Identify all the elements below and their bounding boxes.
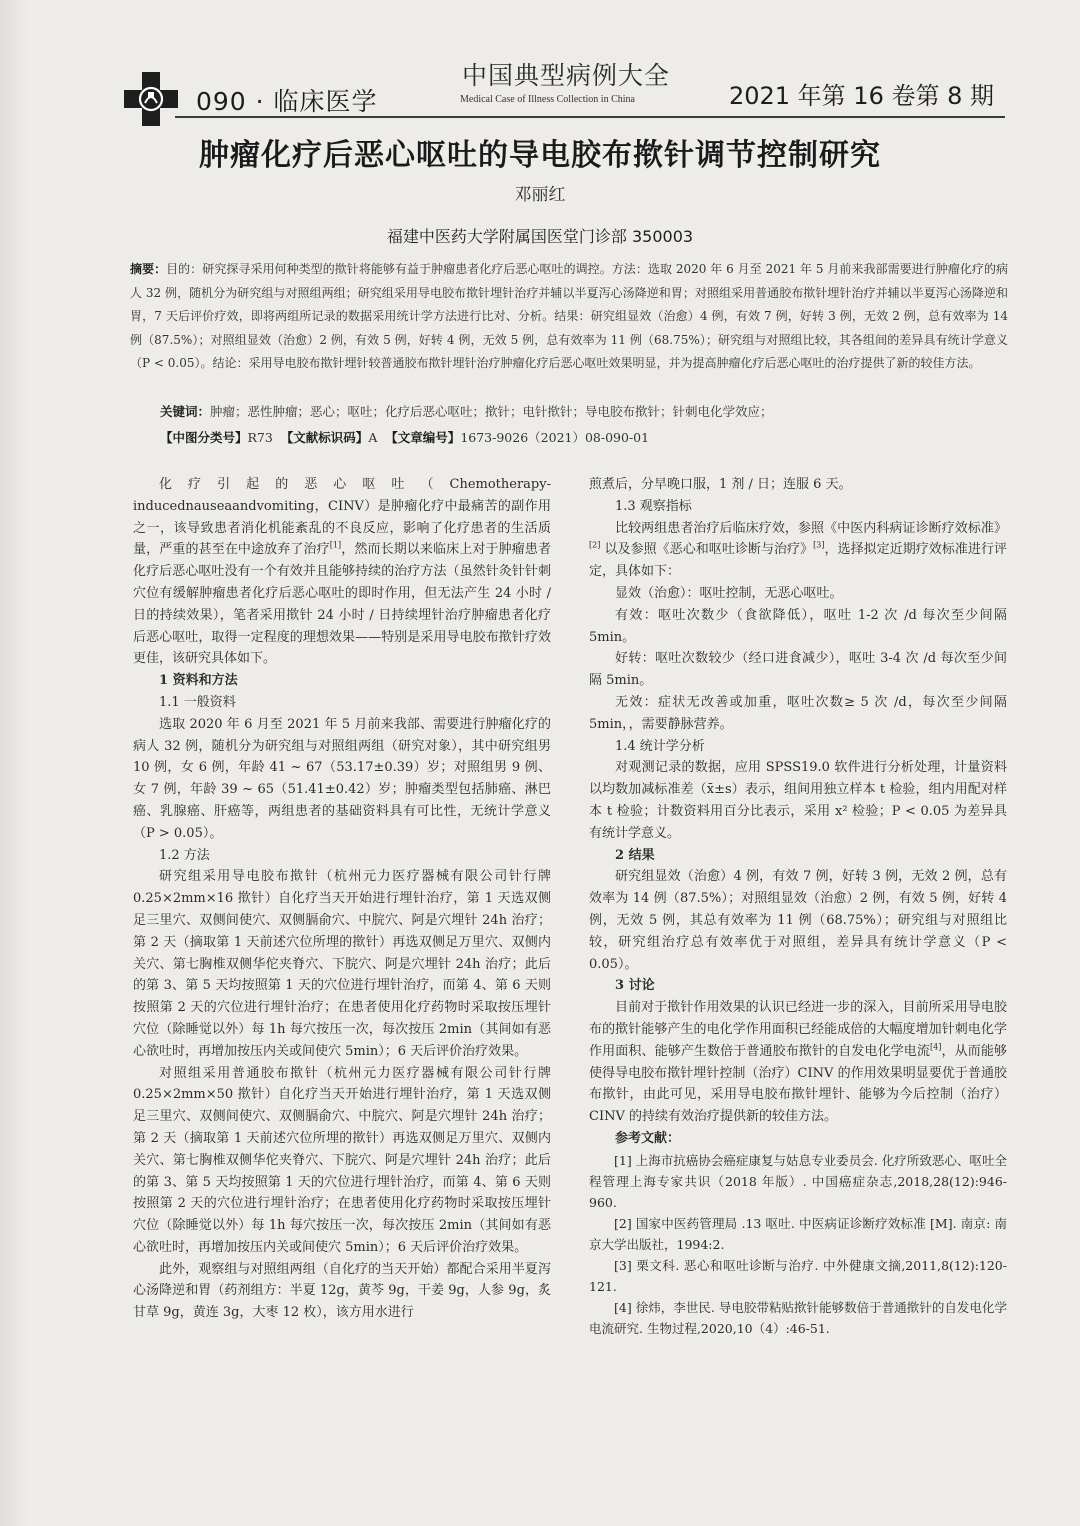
references-title: 参考文献： — [615, 1130, 681, 1146]
body-column-right — [589, 474, 1007, 1339]
journal-title-en: Medical Case of Illness Collection in China — [460, 94, 635, 105]
section-heading: 1.1 一般资料 — [159, 694, 236, 710]
paragraph: 显效（治愈）：呕吐控制，无恶心呕吐。 — [615, 585, 843, 601]
article-title: 肿瘤化疗后恶心呕吐的导电胶布揿针调节控制研究 — [199, 138, 881, 173]
classification-info — [160, 428, 1000, 448]
section-heading: 1 资料和方法 — [159, 673, 238, 689]
paragraph: 对观测记录的数据，应用 SPSS19.0 软件进行分析处理，计量资料以均数加减标准差（x̄±s）表示，组间用独立样本 t 检验，组内用配对样本 t 检验；计数资料用百分比表示，采用 x² 检验；P < 0.05 为差异具有统计学意义。 — [589, 760, 1007, 841]
article-author: 邓丽红 — [514, 185, 566, 205]
paragraph: 无效：症状无改善或加重，呕吐次数≥ 5 次 /d，每次至少间隔 5min，，需要静脉营养。 — [589, 694, 1007, 732]
doc-code-label: 【文献标识码】 — [280, 430, 369, 445]
paragraph: 选取 2020 年 6 月至 2021 年 5 月前来我部、需要进行肿瘤化疗的病人 32 例，随机分为研究组与对照组两组（研究对象），其中研究组男 10 例，女 6 例，年龄 41 ~ 67（53.17±0.39）岁；对照组男 9 例、女 7 例，年龄 39 ~ 65（51.41±0.42）岁；肿瘤类型包括肺癌、淋巴癌、乳腺癌、肝癌等，两组患者的基础资料具有可比性，无统计学意义（P > 0.05）。 — [133, 716, 551, 841]
right-column-body — [589, 474, 1007, 1128]
author-affiliation: 福建中医药大学附属国医堂门诊部 350003 — [386, 227, 694, 246]
citation-marker: [1] — [329, 541, 342, 551]
reference-item: [1] 上海市抗癌协会癌症康复与姑息专业委员会. 化疗所致恶心、呕吐全程管理上海专家共识（2018 年版）. 中国癌症杂志,2018,28(12):946-960. — [589, 1152, 1007, 1210]
abstract-text: 目的：研究探寻采用何种类型的揿针将能够有益于肿瘤患者化疗后恶心呕吐的调控。方法：选取 2020 年 6 月至 2021 年 5 月前来我部需要进行肿瘤化疗的病人 32 例，随机分为研究组与对照组两组；研究组采用导电胶布揿针埋针治疗并辅以半夏泻心汤降逆和胃；对照组采用普通胶布揿针埋针治疗并辅以半夏泻心汤降逆和胃，7 天后评价疗效，即将两组所记录的数据采用统计学方法进行比对、分析。结果：研究组显效（治愈）4 例，有效 7 例，好转 3 例，无效 2 例，总有效率为 14 例（87.5%）；对照组显效（治愈）2 例，有效 5 例，好转 4 例，无效 5 例，总有效率为 11 例（68.75%）；研究组与对照组比较，其各组间的差异具有统计学意义（P < 0.05）。结论：采用导电胶布揿针埋针较普通胶布揿针埋针治疗肿瘤化疗后恶心呕吐效果明显，并为提高肿瘤化疗后恶心呕吐的治疗提供了新的较佳方法。 — [130, 262, 1008, 370]
keywords-text: 肿瘤；恶性肿瘤；恶心；呕吐；化疗后恶心呕吐；揿针；电针揿针；导电胶布揿针；针刺电化学效应； — [210, 404, 773, 419]
paragraph: 煎煮后，分早晚口服，1 剂 / 日；连服 6 天。 — [589, 477, 852, 492]
section-heading: 1.4 统计学分析 — [615, 738, 705, 754]
section-heading: 1.2 方法 — [159, 847, 210, 863]
abstract-label: 摘要： — [130, 262, 167, 276]
reference-item: [2] 国家中医药管理局 .13 呕吐. 中医病证诊断疗效标准 [M]. 南京: 南京大学出版社，1994:2. — [589, 1215, 1007, 1252]
paragraph: 目前对于揿针作用效果的认识已经进一步的深入，目前所采用导电胶布的揿针能够产生的电化学作用面积已经能成倍的大幅度增加针刺电化学作用面积、能够产生数倍于普通胶布揿针的自发电化学电流[4]，从而能够使得导电胶布揿针埋针控制（治疗）CINV 的作用效果明显要优于普通胶布揿针，由此可见，采用导电胶布揿针埋针、能够为今后控制（治疗）CINV 的持续有效治疗提供新的较佳方法。 — [589, 1000, 1007, 1125]
issue-info: 2021 年第 16 卷第 8 期 — [728, 82, 994, 110]
section-heading: 3 讨论 — [615, 978, 655, 994]
paragraph: 研究组显效（治愈）4 例，有效 7 例，好转 3 例，无效 2 例，总有效率为 14 例（87.5%）；对照组显效（治愈）2 例，有效 5 例，好转 4 例，无效 5 例，其总有效率为 11 例（68.75%）；研究组与对照组比较，研究组治疗总有效率优于对照组，差异具有统计学意义（P < 0.05）。 — [589, 869, 1007, 972]
reference-item: [3] 栗文科. 恶心和呕吐诊断与治疗. 中外健康文摘,2011,8(12):120-121. — [589, 1257, 1007, 1294]
page-header — [0, 0, 1080, 125]
medical-cross-logo-icon — [122, 70, 180, 128]
paragraph: 此外，观察组与对照组两组（自化疗的当天开始）都配合采用半夏泻心汤降逆和胃（药剂组方：半夏 12g，黄芩 9g，干姜 9g，人参 9g，炙甘草 9g，黄连 3g，大枣 12 枚），该方用水进行 — [133, 1261, 551, 1321]
paragraph: 好转：呕吐次数较少（经口进食减少），呕吐 3-4 次 /d 每次至少间隔 5min。 — [589, 651, 1007, 689]
journal-title-cn: 中国典型病例大全 — [462, 61, 671, 90]
paragraph: 对照组采用普通胶布揿针（杭州元力医疗器械有限公司针行牌 0.25×2mm×50 揿针）自化疗当天开始进行埋针治疗，第 1 天选双侧足三里穴、双侧间使穴、双侧膈俞穴、中脘穴、阿是穴埋针 24h 治疗；第 2 天（摘取第 1 天前述穴位所埋的揿针）再选双侧足万里穴、双侧内关穴、第七胸椎双侧华佗夹脊穴、下脘穴、阿是穴埋针 24h 治疗；此后的第 3、第 5 天均按照第 1 天的穴位进行埋针治疗，而第 4、第 6 天则按照第 2 天的穴位进行埋针治疗；在患者使用化疗药物时采取按压埋针穴位（除睡觉以外）每 1h 每穴按压一次，每次按压 2min（其间如有恶心欲吐时，再增加按压内关或间使穴 5min）；6 天后评价治疗效果。 — [133, 1065, 551, 1255]
references-list — [589, 1150, 1007, 1339]
citation-marker: [3] — [813, 541, 825, 551]
section-heading: 1.3 观察指标 — [615, 498, 692, 514]
paragraph: 研究组采用导电胶布揿针（杭州元力医疗器械有限公司针行牌 0.25×2mm×16 揿针）自化疗当天开始进行埋针治疗，第 1 天选双侧足三里穴、双侧间使穴、双侧膈俞穴、中脘穴、阿是穴埋针 24h 治疗；第 2 天（摘取第 1 天前述穴位所埋的揿针）再选双侧足万里穴、双侧内关穴、第七胸椎双侧华佗夹脊穴、下脘穴、阿是穴埋针 24h 治疗；此后的第 3、第 5 天均按照第 1 天的穴位进行埋针治疗，而第 4、第 6 天则按照第 2 天的穴位进行埋针治疗；在患者使用化疗药物时采取按压埋针穴位（除睡觉以外）每 1h 每穴按压一次，每次按压 2min（其间如有恶心欲吐时，再增加按压内关或间使穴 5min）；6 天后评价治疗效果。 — [133, 869, 551, 1059]
header-divider — [175, 116, 1005, 118]
article-number-value: 1673-9026（2021）08-090-01 — [460, 430, 650, 445]
abstract — [130, 258, 1008, 376]
keywords — [160, 402, 1000, 422]
paragraph: 有效：呕吐次数少（食欲降低），呕吐 1-2 次 /d 每次至少间隔 5min。 — [589, 607, 1007, 645]
doc-code-value: A — [368, 430, 378, 445]
section-heading: 2 结果 — [615, 847, 655, 863]
body-column-left — [133, 474, 551, 1324]
citation-marker: [2] — [589, 541, 601, 551]
paragraph: 比较两组患者治疗后临床疗效，参照《中医内科病证诊断疗效标准》[2] 以及参照《恶心和呕吐诊断与治疗》[3]，选择拟定近期疗效标准进行评定，具体如下： — [589, 520, 1007, 580]
keywords-label: 关键词： — [160, 404, 211, 419]
page-number-section: 090 · 临床医学 — [196, 87, 378, 116]
paragraph: 化疗引起的恶心呕吐（Chemotherapy-inducednauseaandvomiting，CINV）是肿瘤化疗中最痛苦的副作用之一，该导致患者消化机能紊乱的不良反应，影响了化疗患者的生活质量，严重的甚至在中途放弃了治疗[1]，然而长期以来临床上对于肿瘤患者化疗后恶心呕吐没有一个有效并且能够持续的治疗方法（虽然针灸针针刺穴位有缓解肿瘤患者化疗后恶心呕吐的即时作用，但无法产生 24 小时 / 日的持续效果），笔者采用揿针 24 小时 / 日持续埋针治疗肿瘤患者化疗后恶心呕吐，取得一定程度的理想效果——特别是采用导电胶布揿针疗效更佳，该研究具体如下。 — [133, 477, 551, 667]
article-number-label: 【文章编号】 — [385, 430, 461, 445]
class-label: 【中图分类号】 — [160, 430, 248, 445]
class-value: R73 — [247, 430, 273, 445]
reference-item: [4] 徐炜，李世民. 导电胶带粘贴揿针能够数倍于普通揿针的自发电化学电流研究. 生物过程,2020,10（4）:46-51. — [589, 1299, 1007, 1336]
citation-marker: [4] — [930, 1042, 942, 1052]
